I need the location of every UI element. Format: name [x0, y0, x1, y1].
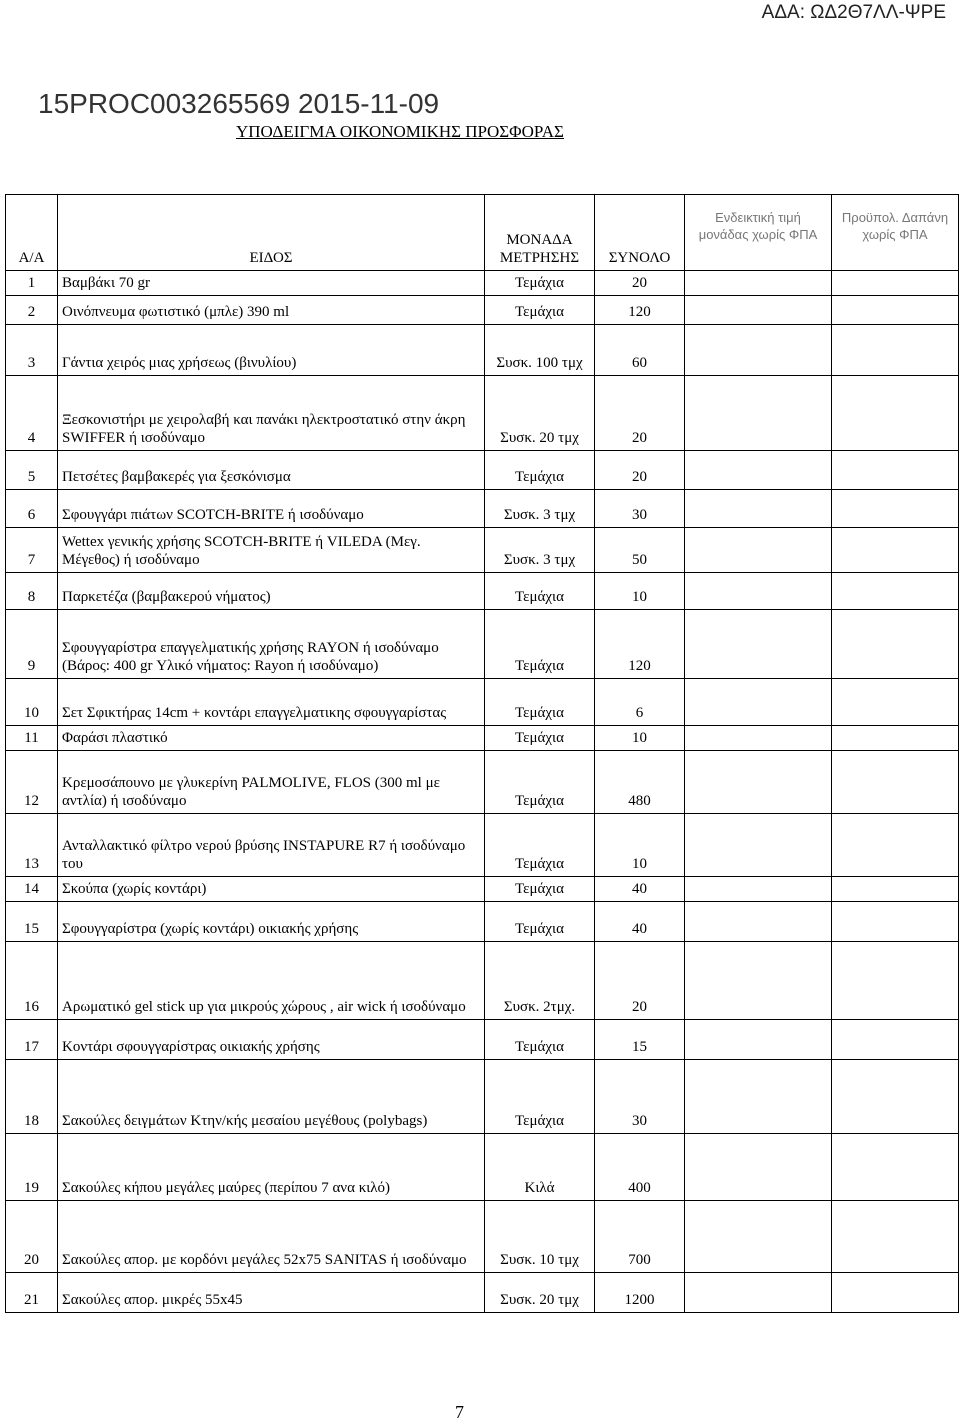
header-aa: Α/Α: [6, 195, 58, 271]
table-row: [6, 610, 959, 679]
row-number: 7: [6, 528, 58, 573]
row-number: 2: [6, 296, 58, 325]
budget-cell: [832, 679, 959, 726]
row-number: 10: [6, 679, 58, 726]
budget-cell: [832, 1020, 959, 1060]
unit-price-cell: [685, 296, 832, 325]
budget-cell: [832, 902, 959, 942]
row-number: 6: [6, 490, 58, 528]
table-row: [6, 490, 959, 528]
unit-of-measure: Τεμάχια: [485, 451, 595, 490]
row-number: 21: [6, 1273, 58, 1313]
total-quantity: 700: [595, 1201, 685, 1273]
table-row: [6, 1134, 959, 1201]
page-number: 7: [455, 1402, 464, 1422]
item-description: Σακούλες απορ. με κορδόνι μεγάλες 52x75 SANITAS ή ισοδύναμο: [58, 1201, 485, 1273]
unit-of-measure: Τεμάχια: [485, 877, 595, 902]
table-row: [6, 528, 959, 573]
unit-of-measure: Τεμάχια: [485, 573, 595, 610]
header-total: ΣΥΝΟΛΟ: [595, 195, 685, 271]
total-quantity: 60: [595, 325, 685, 376]
unit-of-measure: Τεμάχια: [485, 814, 595, 877]
total-quantity: 10: [595, 573, 685, 610]
budget-cell: [832, 814, 959, 877]
unit-of-measure: Συσκ. 3 τμχ: [485, 528, 595, 573]
unit-price-cell: [685, 1273, 832, 1313]
table-row: [6, 726, 959, 751]
table-header-row: [6, 195, 959, 271]
total-quantity: 1200: [595, 1273, 685, 1313]
unit-price-cell: [685, 271, 832, 296]
unit-price-cell: [685, 490, 832, 528]
unit-of-measure: Τεμάχια: [485, 271, 595, 296]
unit-of-measure: Τεμάχια: [485, 726, 595, 751]
budget-cell: [832, 751, 959, 814]
item-description: Αρωματικό gel stick up για μικρούς χώρους , air wick ή ισοδύναμο: [58, 942, 485, 1020]
table-row: [6, 325, 959, 376]
budget-cell: [832, 610, 959, 679]
budget-cell: [832, 1060, 959, 1134]
item-description: Σακούλες κήπου μεγάλες μαύρες (περίπου 7 ανα κιλό): [58, 1134, 485, 1201]
table-row: [6, 902, 959, 942]
total-quantity: 50: [595, 528, 685, 573]
table-row: [6, 1060, 959, 1134]
item-description: Wettex γενικής χρήσης SCOTCH-BRITE ή VILEDA (Μεγ. Μέγεθος) ή ισοδύναμο: [58, 528, 485, 573]
budget-cell: [832, 451, 959, 490]
unit-of-measure: Συσκ. 3 τμχ: [485, 490, 595, 528]
row-number: 17: [6, 1020, 58, 1060]
table-row: [6, 751, 959, 814]
row-number: 12: [6, 751, 58, 814]
item-description: Σφουγγαρίστρα (χωρίς κοντάρι) οικιακής χρήσης: [58, 902, 485, 942]
item-description: Σακούλες δειγμάτων Κτην/κής μεσαίου μεγέθους (polybags): [58, 1060, 485, 1134]
unit-price-cell: [685, 814, 832, 877]
total-quantity: 40: [595, 877, 685, 902]
total-quantity: 6: [595, 679, 685, 726]
total-quantity: 480: [595, 751, 685, 814]
budget-cell: [832, 376, 959, 451]
budget-cell: [832, 1273, 959, 1313]
row-number: 16: [6, 942, 58, 1020]
budget-cell: [832, 271, 959, 296]
unit-price-cell: [685, 679, 832, 726]
unit-of-measure: Συσκ. 10 τμχ: [485, 1201, 595, 1273]
unit-of-measure: Συσκ. 100 τμχ: [485, 325, 595, 376]
unit-price-cell: [685, 528, 832, 573]
unit-of-measure: Συσκ. 2τμχ.: [485, 942, 595, 1020]
budget-cell: [832, 573, 959, 610]
unit-price-cell: [685, 1134, 832, 1201]
unit-price-cell: [685, 902, 832, 942]
unit-price-cell: [685, 942, 832, 1020]
item-description: Σφουγγάρι πιάτων SCOTCH-BRITE ή ισοδύναμο: [58, 490, 485, 528]
total-quantity: 15: [595, 1020, 685, 1060]
row-number: 5: [6, 451, 58, 490]
row-number: 20: [6, 1201, 58, 1273]
table-row: [6, 1020, 959, 1060]
item-description: Πετσέτες βαμβακερές για ξεσκόνισμα: [58, 451, 485, 490]
table-row: [6, 296, 959, 325]
header-unit: ΜΟΝΑΔΑ ΜΕΤΡΗΣΗΣ: [485, 195, 595, 271]
table-row: [6, 451, 959, 490]
table-row: [6, 942, 959, 1020]
budget-cell: [832, 942, 959, 1020]
total-quantity: 20: [595, 451, 685, 490]
budget-cell: [832, 296, 959, 325]
unit-price-cell: [685, 1201, 832, 1273]
item-description: Σετ Σφικτήρας 14cm + κοντάρι επαγγελματικης σφουγγαρίστας: [58, 679, 485, 726]
table-row: [6, 376, 959, 451]
unit-price-cell: [685, 610, 832, 679]
total-quantity: 10: [595, 814, 685, 877]
table-row: [6, 1201, 959, 1273]
budget-cell: [832, 1134, 959, 1201]
item-description: Σακούλες απορ. μικρές 55x45: [58, 1273, 485, 1313]
header-item: ΕΙΔΟΣ: [58, 195, 485, 271]
unit-of-measure: Συσκ. 20 τμχ: [485, 1273, 595, 1313]
item-description: Φαράσι πλαστικό: [58, 726, 485, 751]
total-quantity: 40: [595, 902, 685, 942]
total-quantity: 120: [595, 610, 685, 679]
total-quantity: 30: [595, 1060, 685, 1134]
budget-cell: [832, 1201, 959, 1273]
unit-of-measure: Τεμάχια: [485, 296, 595, 325]
page-title: ΥΠΟΔΕΙΓΜΑ ΟΙΚΟΝΟΜΙΚΗΣ ΠΡΟΣΦΟΡΑΣ: [236, 122, 564, 141]
unit-of-measure: Τεμάχια: [485, 1020, 595, 1060]
budget-cell: [832, 726, 959, 751]
item-description: Βαμβάκι 70 gr: [58, 271, 485, 296]
row-number: 18: [6, 1060, 58, 1134]
header-price: Ενδεικτική τιμή μονάδας χωρίς ΦΠΑ: [685, 195, 832, 271]
total-quantity: 20: [595, 942, 685, 1020]
budget-cell: [832, 528, 959, 573]
row-number: 8: [6, 573, 58, 610]
unit-price-cell: [685, 877, 832, 902]
item-description: Κρεμοσάπουνο με γλυκερίνη PALMOLIVE, FLOS (300 ml με αντλία) ή ισοδύναμο: [58, 751, 485, 814]
unit-price-cell: [685, 573, 832, 610]
total-quantity: 400: [595, 1134, 685, 1201]
unit-of-measure: Τεμάχια: [485, 610, 595, 679]
budget-cell: [832, 490, 959, 528]
item-description: Κοντάρι σφουγγαρίστρας οικιακής χρήσης: [58, 1020, 485, 1060]
offer-table: [5, 194, 959, 1313]
item-description: Ξεσκονιστήρι με χειρολαβή και πανάκι ηλεκτροστατικό στην άκρη SWIFFER ή ισοδύναμο: [58, 376, 485, 451]
row-number: 1: [6, 271, 58, 296]
unit-of-measure: Τεμάχια: [485, 679, 595, 726]
item-description: Σκούπα (χωρίς κοντάρι): [58, 877, 485, 902]
item-description: Γάντια χειρός μιας χρήσεως (βινυλίου): [58, 325, 485, 376]
total-quantity: 20: [595, 376, 685, 451]
unit-of-measure: Τεμάχια: [485, 1060, 595, 1134]
table-row: [6, 814, 959, 877]
table-row: [6, 877, 959, 902]
unit-price-cell: [685, 726, 832, 751]
unit-price-cell: [685, 1060, 832, 1134]
budget-cell: [832, 325, 959, 376]
item-description: Οινόπνευμα φωτιστικό (μπλε) 390 ml: [58, 296, 485, 325]
unit-of-measure: Συσκ. 20 τμχ: [485, 376, 595, 451]
total-quantity: 120: [595, 296, 685, 325]
unit-price-cell: [685, 1020, 832, 1060]
row-number: 15: [6, 902, 58, 942]
unit-of-measure: Τεμάχια: [485, 902, 595, 942]
unit-of-measure: Κιλά: [485, 1134, 595, 1201]
row-number: 13: [6, 814, 58, 877]
table-row: [6, 1273, 959, 1313]
row-number: 14: [6, 877, 58, 902]
row-number: 19: [6, 1134, 58, 1201]
table-row: [6, 679, 959, 726]
unit-price-cell: [685, 751, 832, 814]
unit-price-cell: [685, 376, 832, 451]
table-row: [6, 271, 959, 296]
unit-of-measure: Τεμάχια: [485, 751, 595, 814]
total-quantity: 10: [595, 726, 685, 751]
row-number: 4: [6, 376, 58, 451]
unit-price-cell: [685, 451, 832, 490]
item-description: Ανταλλακτικό φίλτρο νερού βρύσης INSTAPURE R7 ή ισοδύναμο του: [58, 814, 485, 877]
total-quantity: 30: [595, 490, 685, 528]
document-id: 15PROC003265569 2015-11-09: [38, 88, 440, 119]
row-number: 3: [6, 325, 58, 376]
item-description: Σφουγγαρίστρα επαγγελματικής χρήσης RAYON ή ισοδύναμο (Βάρος: 400 gr Υλικό νήματος: Rayon ή ισοδύναμο): [58, 610, 485, 679]
budget-cell: [832, 877, 959, 902]
row-number: 11: [6, 726, 58, 751]
unit-price-cell: [685, 325, 832, 376]
total-quantity: 20: [595, 271, 685, 296]
header-budget: Προϋπολ. Δαπάνη χωρίς ΦΠΑ: [832, 195, 959, 271]
ada-code: ΑΔΑ: ΩΔ2Θ7ΛΛ-ΨΡΕ: [761, 2, 946, 23]
row-number: 9: [6, 610, 58, 679]
item-description: Παρκετέζα (βαμβακερού νήματος): [58, 573, 485, 610]
table-row: [6, 573, 959, 610]
